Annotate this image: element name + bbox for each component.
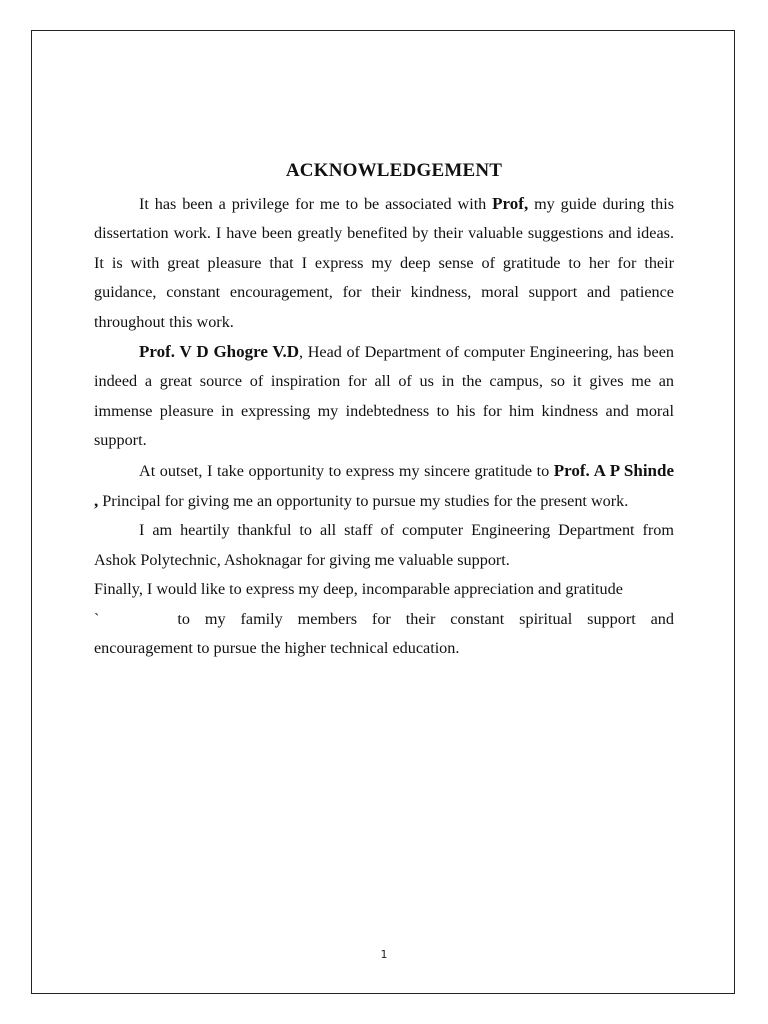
paragraph-staff: I am heartily thankful to all staff of computer Engineering Department from Ashok Polytechnic, Ashoknagar for giving me valuable support. bbox=[94, 521, 674, 569]
hod-name: Prof. V D Ghogre V.D bbox=[139, 342, 300, 362]
paragraph-guide-intro: It has been a privilege for me to be associated with bbox=[139, 195, 493, 213]
paragraph-family-line1: Finally, I would like to express my deep, incomparable appreciation and gratitude bbox=[94, 580, 623, 599]
paragraph-principal-intro: At outset, I take opportunity to express my sincere gratitude to bbox=[139, 461, 554, 480]
guide-name: Prof, bbox=[492, 194, 529, 213]
paragraph-family bbox=[94, 575, 674, 663]
page-number: 1 bbox=[380, 948, 388, 961]
paragraph-guide-rest: my guide during this dissertation work. I have been greatly benefited by their valuable suggestions and ideas. It is with great pleasure that I express my deep sense of gratitude to her for their guidance, constant encouragement, for their kindness, moral support and patience throughout this work. bbox=[94, 195, 674, 331]
principal-name: Prof. A P Shinde , bbox=[94, 460, 675, 511]
paragraph-hod bbox=[94, 337, 674, 456]
stray-mark: ` bbox=[94, 609, 100, 628]
page-title: ACKNOWLEDGEMENT bbox=[285, 160, 503, 181]
paragraph-guide bbox=[94, 189, 674, 337]
paragraph-principal-rest: Principal for giving me an opportunity to pursue my studies for the present work. bbox=[98, 492, 629, 511]
paragraph-hod-rest: , Head of Department of computer Engineering, has been indeed a great source of inspiration for all of us in the campus, so it gives me an immense pleasure in expressing my indebtedness to his for him kindness and moral support. bbox=[94, 343, 674, 450]
paragraph-family-line2: to my family members for their constant spiritual support and encouragement to pursue the higher technical education. bbox=[94, 609, 674, 658]
paragraph-principal bbox=[94, 456, 674, 517]
acknowledgement-body bbox=[94, 189, 674, 664]
